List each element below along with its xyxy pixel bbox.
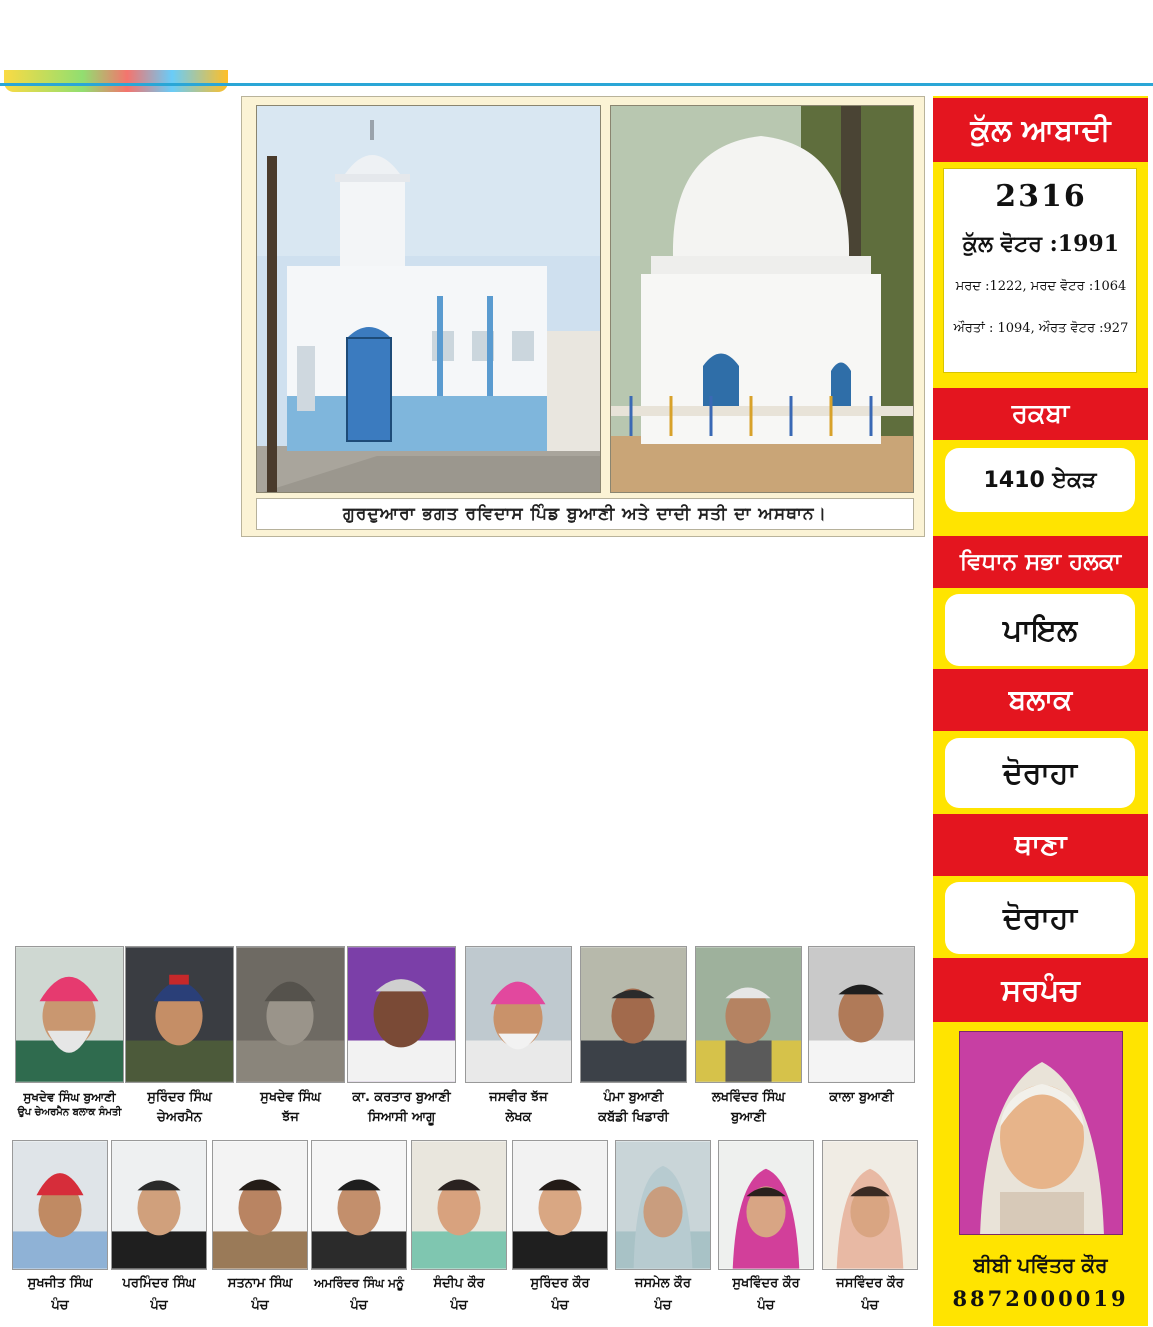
- photo-caption: ਗੁਰਦੁਆਰਾ ਭਗਤ ਰਵਿਦਾਸ ਪਿੰਡ ਬੁਆਣੀ ਅਤੇ ਦਾਦੀ ਸਤੀ ਦਾ ਅਸਥਾਨ।: [256, 498, 914, 530]
- dadi-sati-shrine-photo: [610, 105, 914, 493]
- population-box: [943, 168, 1137, 373]
- person-name: ਸੁਖਵਿੰਦਰ ਕੌਰ: [732, 1276, 800, 1291]
- feature-photo-frame: [241, 96, 925, 537]
- sarpanch-heading: ਸਰਪੰਚ: [933, 958, 1148, 1022]
- portrait-photo: [236, 946, 345, 1083]
- person-role: ਪੰਚ: [51, 1298, 69, 1313]
- portrait-photo: [695, 946, 802, 1083]
- person-role: ਪੰਚ: [450, 1298, 468, 1313]
- person-role: ਪੰਚ: [350, 1298, 368, 1313]
- person-role: ਬੁਆਣੀ: [731, 1110, 766, 1125]
- constituency-value: ਪਾਇਲ: [945, 594, 1135, 666]
- area-heading: ਰਕਬਾ: [933, 388, 1148, 440]
- total-voters: ਕੁੱਲ ਵੋਟਰ :1991: [962, 231, 1120, 257]
- portrait-photo: [12, 1140, 108, 1270]
- portrait-photo: [347, 946, 456, 1083]
- person-name: ਸੰਦੀਪ ਕੌਰ: [433, 1276, 485, 1291]
- person-role: ਪੰਚ: [551, 1298, 569, 1313]
- portrait-photo: [822, 1140, 918, 1270]
- portrait-photo: [111, 1140, 207, 1270]
- person-name: ਸੁਖਦੇਵ ਸਿੰਘ: [260, 1090, 321, 1105]
- portrait-photo: [411, 1140, 507, 1270]
- person-name: ਸੁਖਜੀਤ ਸਿੰਘ: [27, 1276, 93, 1291]
- person-role: ਲੇਖਕ: [505, 1110, 532, 1125]
- village-facts-sidebar: [933, 96, 1148, 1326]
- men-voters-line: ਮਰਦ :1222, ਮਰਦ ਵੋਟਰ :1064: [955, 279, 1127, 294]
- person-role: ਪੰਚ: [654, 1298, 672, 1313]
- person-role: ਉਪ ਚੇਅਰਮੈਨ ਬਲਾਕ ਸੰਮਤੀ: [17, 1107, 122, 1118]
- person-name: ਜਸਵੀਰ ਝੱਜ: [489, 1090, 548, 1105]
- portrait-photo: [808, 946, 915, 1083]
- person-role: ਚੇਅਰਮੈਨ: [157, 1110, 202, 1125]
- person-name: ਕਾਲਾ ਬੁਆਣੀ: [829, 1090, 894, 1105]
- block-heading: ਬਲਾਕ: [933, 669, 1148, 731]
- person-name: ਲਖਵਿੰਦਰ ਸਿੰਘ: [711, 1090, 786, 1105]
- person-role: ਪੰਚ: [150, 1298, 168, 1313]
- portrait-photo: [311, 1140, 407, 1270]
- population-heading: ਕੁੱਲ ਆਬਾਦੀ: [933, 98, 1148, 162]
- police-station-heading: ਥਾਣਾ: [933, 814, 1148, 876]
- sarpanch-portrait: [959, 1031, 1123, 1235]
- person-role: ਪੰਚ: [861, 1298, 879, 1313]
- population-total: 2316: [995, 179, 1087, 214]
- person-name: ਅਮਰਿੰਦਰ ਸਿੰਘ ਮਨੂੰ: [314, 1276, 404, 1290]
- portrait-photo: [212, 1140, 308, 1270]
- person-role: ਪੰਚ: [757, 1298, 775, 1313]
- block-value: ਦੋਰਾਹਾ: [945, 738, 1135, 808]
- person-name: ਸੁਖਦੇਵ ਸਿੰਘ ਬੁਆਣੀ: [23, 1090, 116, 1104]
- person-role: ਝੱਜ: [282, 1110, 299, 1125]
- area-value: 1410 ਏਕੜ: [945, 448, 1135, 512]
- sarpanch-name: ਬੀਬੀ ਪਵਿੱਤਰ ਕੌਰ: [973, 1253, 1108, 1277]
- person-name: ਸੁਰਿੰਦਰ ਕੌਰ: [530, 1276, 590, 1291]
- person-name: ਜਸਵਿੰਦਰ ਕੌਰ: [836, 1276, 904, 1291]
- masthead-banner-strip: [4, 70, 228, 92]
- women-voters-line: ਔਰਤਾਂ : 1094, ਔਰਤ ਵੋਟਰ :927: [953, 321, 1129, 336]
- portrait-photo: [615, 1140, 711, 1270]
- portrait-photo: [125, 946, 234, 1083]
- portrait-photo: [718, 1140, 814, 1270]
- person-name: ਸੁਰਿੰਦਰ ਸਿੰਘ: [147, 1090, 212, 1105]
- person-name: ਪੰਮਾ ਬੁਆਣੀ: [603, 1090, 664, 1105]
- portrait-photo: [580, 946, 687, 1083]
- portrait-photo: [512, 1140, 608, 1270]
- portrait-photo: [15, 946, 124, 1083]
- person-name: ਸਤਨਾਮ ਸਿੰਘ: [227, 1276, 293, 1291]
- police-station-value: ਦੋਰਾਹਾ: [945, 882, 1135, 954]
- top-rule-divider: [0, 83, 1153, 86]
- person-role: ਸਿਆਸੀ ਆਗੂ: [367, 1110, 436, 1125]
- person-role: ਪੰਚ: [251, 1298, 269, 1313]
- person-name: ਕਾ. ਕਰਤਾਰ ਬੁਆਣੀ: [352, 1090, 451, 1105]
- sarpanch-phone: 8872000019: [952, 1286, 1129, 1311]
- gurdwara-photo: [256, 105, 601, 493]
- person-name: ਪਰਮਿੰਦਰ ਸਿੰਘ: [122, 1276, 196, 1291]
- portrait-photo: [465, 946, 572, 1083]
- person-role: ਕਬੱਡੀ ਖਿਡਾਰੀ: [598, 1110, 669, 1125]
- person-name: ਜਸਮੇਲ ਕੌਰ: [635, 1276, 691, 1291]
- constituency-heading: ਵਿਧਾਨ ਸਭਾ ਹਲਕਾ: [933, 536, 1148, 588]
